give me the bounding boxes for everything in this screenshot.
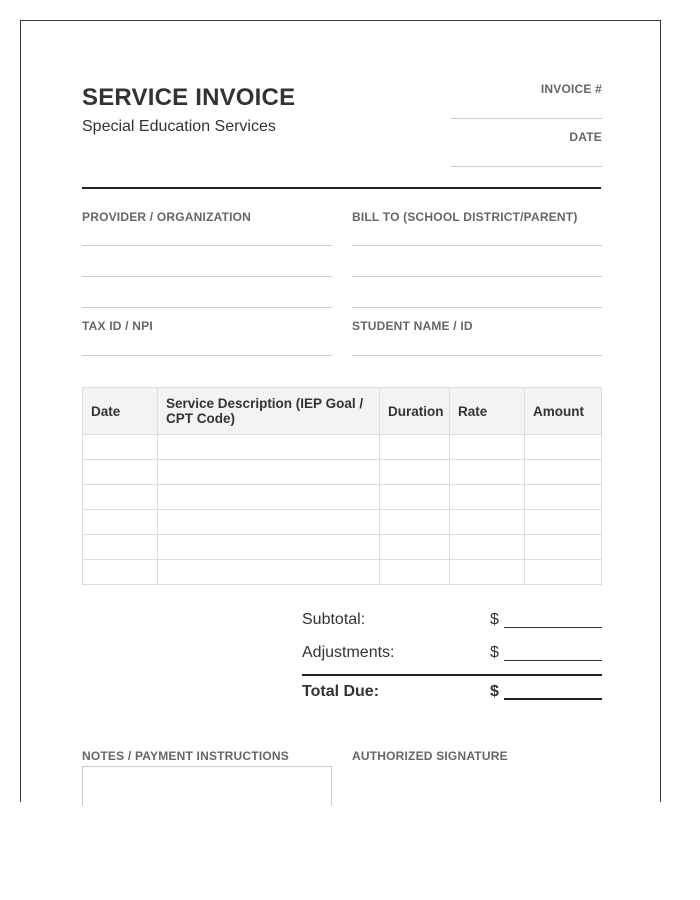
total-divider [302, 674, 602, 676]
subtotal-label: Subtotal: [302, 611, 366, 628]
bill-to-field-line-1[interactable] [352, 245, 602, 246]
table-cell[interactable] [83, 435, 158, 460]
table-cell[interactable] [450, 535, 525, 560]
table-header-row [83, 388, 602, 435]
table-cell[interactable] [158, 460, 380, 485]
adjustments-field[interactable] [504, 660, 602, 661]
table-cell[interactable] [158, 435, 380, 460]
table-cell[interactable] [380, 485, 450, 510]
table-cell[interactable] [83, 460, 158, 485]
table-cell[interactable] [450, 510, 525, 535]
table-row [83, 460, 602, 485]
table-cell[interactable] [450, 435, 525, 460]
table-row [83, 560, 602, 585]
student-field[interactable] [352, 355, 602, 356]
table-cell[interactable] [525, 435, 602, 460]
total-due-field[interactable] [504, 698, 602, 700]
header-divider [82, 187, 601, 189]
table-cell[interactable] [380, 510, 450, 535]
table-cell[interactable] [450, 460, 525, 485]
column-header-duration: Duration [380, 388, 450, 435]
provider-field-line-2[interactable] [82, 276, 332, 277]
table-cell[interactable] [525, 510, 602, 535]
table-row [83, 435, 602, 460]
total-due-currency: $ [490, 683, 499, 700]
table-cell[interactable] [450, 485, 525, 510]
total-due-label: Total Due: [302, 683, 380, 700]
provider-label: PROVIDER / ORGANIZATION [82, 210, 252, 224]
invoice-title: SERVICE INVOICE [82, 84, 296, 111]
table-cell[interactable] [450, 560, 525, 585]
table-cell[interactable] [525, 560, 602, 585]
bill-to-label: BILL TO (SCHOOL DISTRICT/PARENT) [352, 210, 578, 224]
signature-label: AUTHORIZED SIGNATURE [352, 749, 508, 763]
table-cell[interactable] [83, 485, 158, 510]
student-label: STUDENT NAME / ID [352, 319, 473, 333]
subtotal-field[interactable] [504, 627, 602, 628]
notes-label: NOTES / PAYMENT INSTRUCTIONS [82, 749, 289, 763]
table-cell[interactable] [158, 510, 380, 535]
column-header-amount: Amount [525, 388, 602, 435]
adjustments-label: Adjustments: [302, 644, 395, 661]
date-label: DATE [569, 130, 602, 144]
invoice-page [20, 20, 661, 802]
bill-to-field-line-3[interactable] [352, 307, 602, 308]
column-header-rate: Rate [450, 388, 525, 435]
table-cell[interactable] [380, 560, 450, 585]
column-header-description: Service Description (IEP Goal / CPT Code) [158, 388, 380, 435]
table-cell[interactable] [158, 560, 380, 585]
invoice-number-field[interactable] [451, 118, 602, 119]
column-header-date: Date [83, 388, 158, 435]
table-row [83, 535, 602, 560]
table-cell[interactable] [525, 460, 602, 485]
table-cell[interactable] [380, 435, 450, 460]
notes-textarea[interactable] [82, 766, 332, 806]
invoice-subtitle: Special Education Services [82, 118, 276, 135]
table-row [83, 510, 602, 535]
tax-id-label: TAX ID / NPI [82, 319, 153, 333]
table-cell[interactable] [380, 460, 450, 485]
subtotal-currency: $ [490, 611, 499, 628]
table-cell[interactable] [83, 535, 158, 560]
table-cell[interactable] [525, 535, 602, 560]
table-cell[interactable] [525, 485, 602, 510]
invoice-number-label: INVOICE # [540, 82, 602, 96]
date-field[interactable] [451, 166, 602, 167]
table-cell[interactable] [158, 485, 380, 510]
table-cell[interactable] [380, 535, 450, 560]
provider-field-line-3[interactable] [82, 307, 332, 308]
provider-field-line-1[interactable] [82, 245, 332, 246]
adjustments-currency: $ [490, 644, 499, 661]
service-table [82, 387, 602, 585]
table-row [83, 485, 602, 510]
table-cell[interactable] [83, 510, 158, 535]
bill-to-field-line-2[interactable] [352, 276, 602, 277]
table-cell[interactable] [83, 560, 158, 585]
tax-id-field[interactable] [82, 355, 332, 356]
table-cell[interactable] [158, 535, 380, 560]
